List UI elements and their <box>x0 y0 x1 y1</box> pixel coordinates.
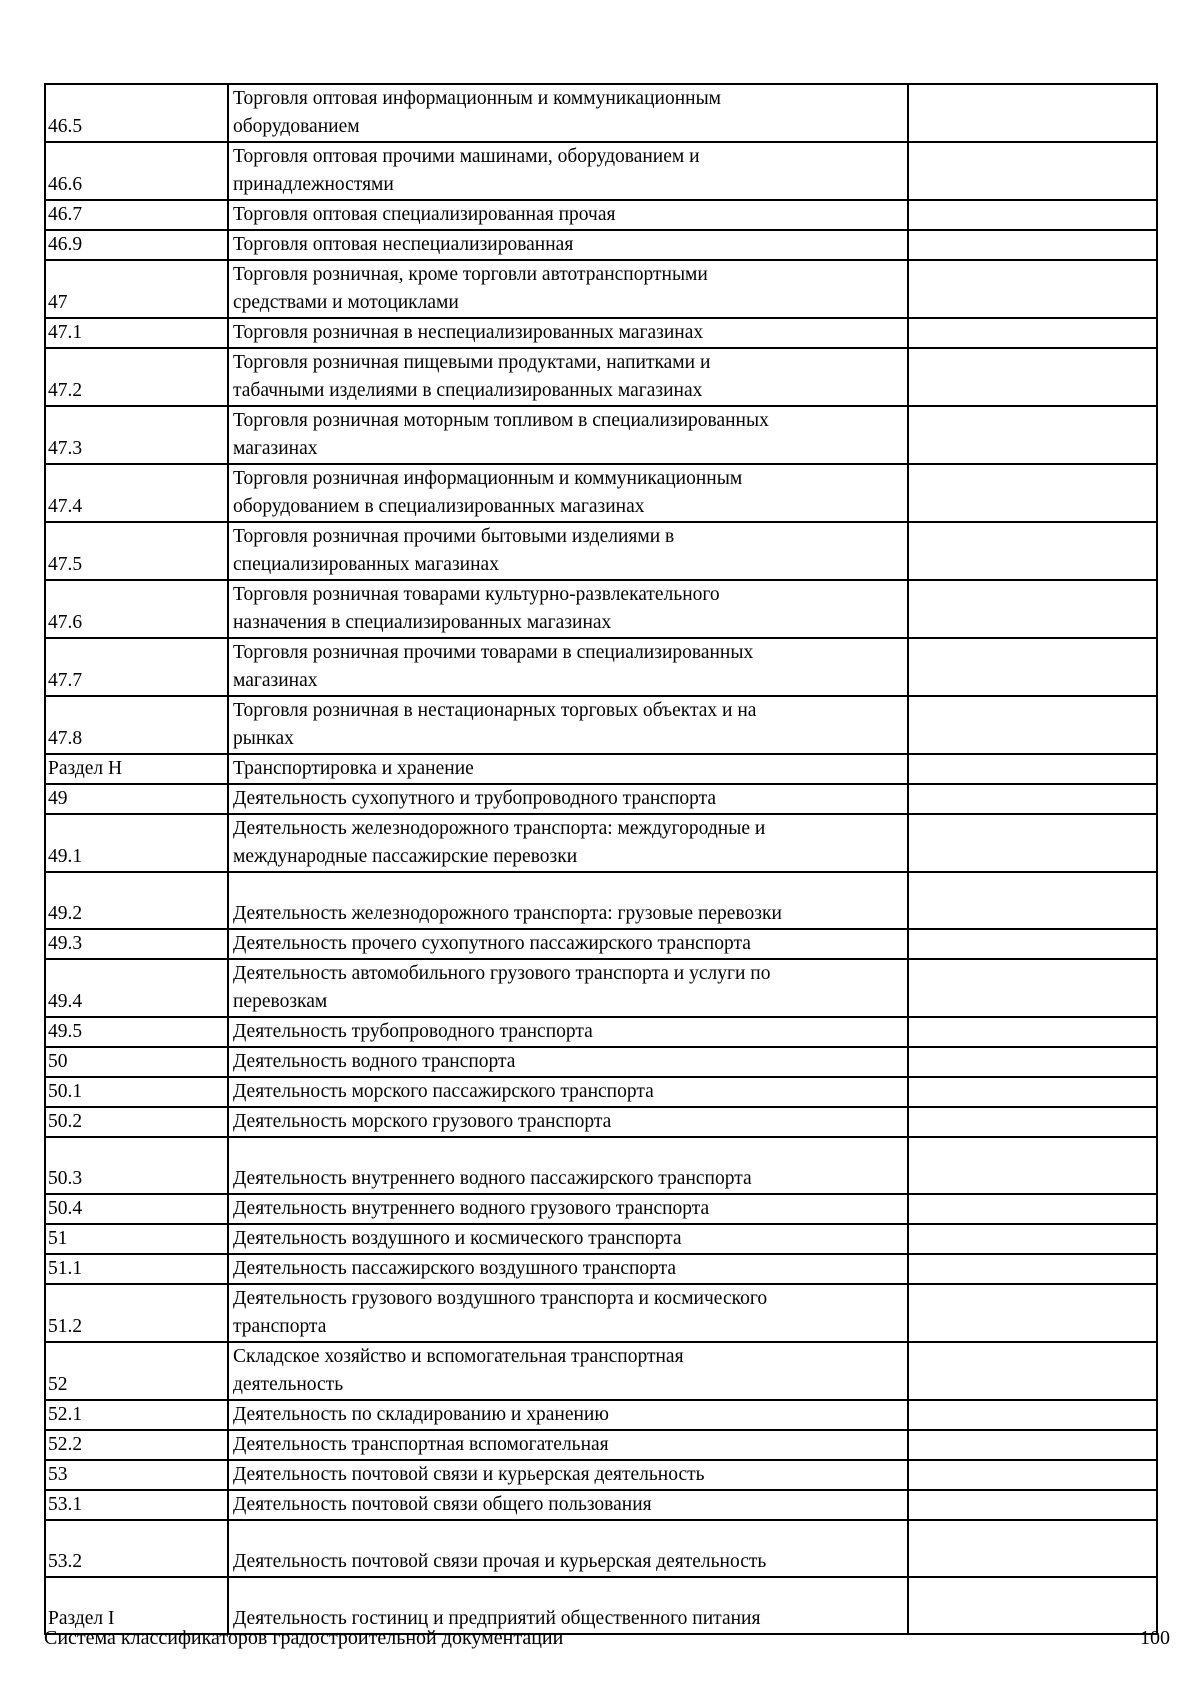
row-empty-cell <box>908 754 1157 784</box>
row-empty-cell <box>908 929 1157 959</box>
row-description-cell: Деятельность железнодорожного транспорта: грузовые перевозки <box>228 872 908 929</box>
row-empty-cell <box>908 318 1157 348</box>
row-description-cell: Торговля розничная в нестационарных торговых объектах и на рынках <box>228 696 908 754</box>
table-row <box>45 784 1157 814</box>
row-code-cell: 50.2 <box>45 1107 228 1137</box>
row-code-cell: 49.5 <box>45 1017 228 1047</box>
row-description-cell: Деятельность внутреннего водного грузового транспорта <box>228 1194 908 1224</box>
classifier-table <box>44 83 1158 1635</box>
row-code-cell: 53.2 <box>45 1520 228 1577</box>
row-code-cell: 50.1 <box>45 1077 228 1107</box>
row-empty-cell <box>908 696 1157 754</box>
row-code-cell: 49 <box>45 784 228 814</box>
row-description-cell: Деятельность морского пассажирского транспорта <box>228 1077 908 1107</box>
table-row <box>45 1077 1157 1107</box>
row-code-cell: 52.1 <box>45 1400 228 1430</box>
table-row <box>45 1137 1157 1194</box>
table-row <box>45 348 1157 406</box>
table-row <box>45 929 1157 959</box>
row-code-cell: 46.9 <box>45 230 228 260</box>
row-code-cell: 49.1 <box>45 814 228 872</box>
row-empty-cell <box>908 1284 1157 1342</box>
table-row <box>45 1490 1157 1520</box>
row-description-cell: Деятельность транспортная вспомогательная <box>228 1430 908 1460</box>
row-empty-cell <box>908 959 1157 1017</box>
table-row <box>45 1194 1157 1224</box>
table-row <box>45 1460 1157 1490</box>
row-code-cell: 46.6 <box>45 142 228 200</box>
table-row <box>45 580 1157 638</box>
row-description-cell: Деятельность морского грузового транспорта <box>228 1107 908 1137</box>
row-description-cell: Торговля оптовая информационным и коммуникационным оборудованием <box>228 84 908 142</box>
row-code-cell: Раздел I <box>45 1577 228 1634</box>
row-description-cell: Складское хозяйство и вспомогательная транспортная деятельность <box>228 1342 908 1400</box>
row-description-cell: Деятельность пассажирского воздушного транспорта <box>228 1254 908 1284</box>
page-number: 100 <box>1140 1627 1170 1649</box>
table-row <box>45 200 1157 230</box>
row-description-cell: Торговля розничная в неспециализированных магазинах <box>228 318 908 348</box>
row-description-cell: Деятельность почтовой связи прочая и курьерская деятельность <box>228 1520 908 1577</box>
row-code-cell: 51.2 <box>45 1284 228 1342</box>
table-row <box>45 696 1157 754</box>
table-row <box>45 814 1157 872</box>
row-empty-cell <box>908 230 1157 260</box>
table-row <box>45 84 1157 142</box>
row-empty-cell <box>908 638 1157 696</box>
row-code-cell: 53.1 <box>45 1490 228 1520</box>
row-empty-cell <box>908 348 1157 406</box>
table-row <box>45 1430 1157 1460</box>
row-description-cell: Торговля оптовая неспециализированная <box>228 230 908 260</box>
row-code-cell: 50.4 <box>45 1194 228 1224</box>
row-description-cell: Торговля оптовая прочими машинами, оборудованием и принадлежностями <box>228 142 908 200</box>
row-empty-cell <box>908 1107 1157 1137</box>
classifier-table-body <box>45 84 1157 1634</box>
table-row <box>45 406 1157 464</box>
row-description-cell: Деятельность сухопутного и трубопроводного транспорта <box>228 784 908 814</box>
row-code-cell: 53 <box>45 1460 228 1490</box>
row-empty-cell <box>908 406 1157 464</box>
row-code-cell: 47.4 <box>45 464 228 522</box>
table-row <box>45 1284 1157 1342</box>
row-empty-cell <box>908 784 1157 814</box>
row-description-cell: Торговля розничная товарами культурно-развлекательного назначения в специализированных магазинах <box>228 580 908 638</box>
row-description-cell: Транспортировка и хранение <box>228 754 908 784</box>
row-description-cell: Деятельность автомобильного грузового транспорта и услуги по перевозкам <box>228 959 908 1017</box>
table-row <box>45 230 1157 260</box>
row-empty-cell <box>908 260 1157 318</box>
row-code-cell: 47.6 <box>45 580 228 638</box>
table-row <box>45 754 1157 784</box>
table-row <box>45 1342 1157 1400</box>
row-empty-cell <box>908 814 1157 872</box>
row-empty-cell <box>908 1430 1157 1460</box>
row-description-cell: Деятельность почтовой связи и курьерская деятельность <box>228 1460 908 1490</box>
table-row <box>45 1224 1157 1254</box>
row-code-cell: 52 <box>45 1342 228 1400</box>
row-empty-cell <box>908 1254 1157 1284</box>
row-empty-cell <box>908 1194 1157 1224</box>
row-empty-cell <box>908 872 1157 929</box>
row-description-cell: Деятельность гостиниц и предприятий общественного питания <box>228 1577 908 1634</box>
table-row <box>45 959 1157 1017</box>
row-code-cell: 49.2 <box>45 872 228 929</box>
row-empty-cell <box>908 1520 1157 1577</box>
row-empty-cell <box>908 1490 1157 1520</box>
row-code-cell: 47.5 <box>45 522 228 580</box>
row-code-cell: 50.3 <box>45 1137 228 1194</box>
row-description-cell: Торговля розничная информационным и коммуникационным оборудованием в специализированных магазинах <box>228 464 908 522</box>
row-description-cell: Деятельность прочего сухопутного пассажирского транспорта <box>228 929 908 959</box>
table-row <box>45 464 1157 522</box>
row-code-cell: 49.3 <box>45 929 228 959</box>
row-code-cell: 51.1 <box>45 1254 228 1284</box>
row-code-cell: 47.3 <box>45 406 228 464</box>
row-empty-cell <box>908 522 1157 580</box>
row-code-cell: 47.2 <box>45 348 228 406</box>
row-empty-cell <box>908 1077 1157 1107</box>
row-code-cell: 47.8 <box>45 696 228 754</box>
row-description-cell: Деятельность трубопроводного транспорта <box>228 1017 908 1047</box>
table-row <box>45 260 1157 318</box>
row-description-cell: Торговля розничная моторным топливом в специализированных магазинах <box>228 406 908 464</box>
row-empty-cell <box>908 142 1157 200</box>
row-code-cell: 49.4 <box>45 959 228 1017</box>
table-row <box>45 1520 1157 1577</box>
row-description-cell: Деятельность почтовой связи общего пользования <box>228 1490 908 1520</box>
row-empty-cell <box>908 464 1157 522</box>
row-code-cell: 46.5 <box>45 84 228 142</box>
row-empty-cell <box>908 1400 1157 1430</box>
row-description-cell: Деятельность железнодорожного транспорта: междугородные и международные пассажирские перевозки <box>228 814 908 872</box>
row-empty-cell <box>908 1224 1157 1254</box>
table-row <box>45 1017 1157 1047</box>
row-code-cell: 52.2 <box>45 1430 228 1460</box>
table-row <box>45 522 1157 580</box>
row-description-cell: Торговля розничная прочими товарами в специализированных магазинах <box>228 638 908 696</box>
row-code-cell: 51 <box>45 1224 228 1254</box>
row-empty-cell <box>908 1137 1157 1194</box>
table-row <box>45 142 1157 200</box>
row-empty-cell <box>908 200 1157 230</box>
table-row <box>45 1107 1157 1137</box>
row-code-cell: 47.7 <box>45 638 228 696</box>
row-empty-cell <box>908 1047 1157 1077</box>
table-row <box>45 1047 1157 1077</box>
row-description-cell: Торговля оптовая специализированная прочая <box>228 200 908 230</box>
row-description-cell: Деятельность водного транспорта <box>228 1047 908 1077</box>
row-description-cell: Деятельность внутреннего водного пассажирского транспорта <box>228 1137 908 1194</box>
row-description-cell: Деятельность грузового воздушного транспорта и космического транспорта <box>228 1284 908 1342</box>
row-code-cell: 50 <box>45 1047 228 1077</box>
row-code-cell: 47.1 <box>45 318 228 348</box>
classifier-table-container <box>44 83 1156 1635</box>
row-description-cell: Деятельность по складированию и хранению <box>228 1400 908 1430</box>
row-description-cell: Торговля розничная, кроме торговли автотранспортными средствами и мотоциклами <box>228 260 908 318</box>
row-code-cell: Раздел H <box>45 754 228 784</box>
row-empty-cell <box>908 1342 1157 1400</box>
row-empty-cell <box>908 1017 1157 1047</box>
row-empty-cell <box>908 580 1157 638</box>
table-row <box>45 1577 1157 1634</box>
row-description-cell: Торговля розничная пищевыми продуктами, напитками и табачными изделиями в специализированных магазинах <box>228 348 908 406</box>
footer-title: Система классификаторов градостроительной документации <box>44 1627 564 1649</box>
table-row <box>45 872 1157 929</box>
row-code-cell: 47 <box>45 260 228 318</box>
row-description-cell: Деятельность воздушного и космического транспорта <box>228 1224 908 1254</box>
table-row <box>45 1400 1157 1430</box>
table-row <box>45 638 1157 696</box>
row-description-cell: Торговля розничная прочими бытовыми изделиями в специализированных магазинах <box>228 522 908 580</box>
table-row <box>45 318 1157 348</box>
row-code-cell: 46.7 <box>45 200 228 230</box>
row-empty-cell <box>908 1577 1157 1634</box>
row-empty-cell <box>908 84 1157 142</box>
row-empty-cell <box>908 1460 1157 1490</box>
table-row <box>45 1254 1157 1284</box>
